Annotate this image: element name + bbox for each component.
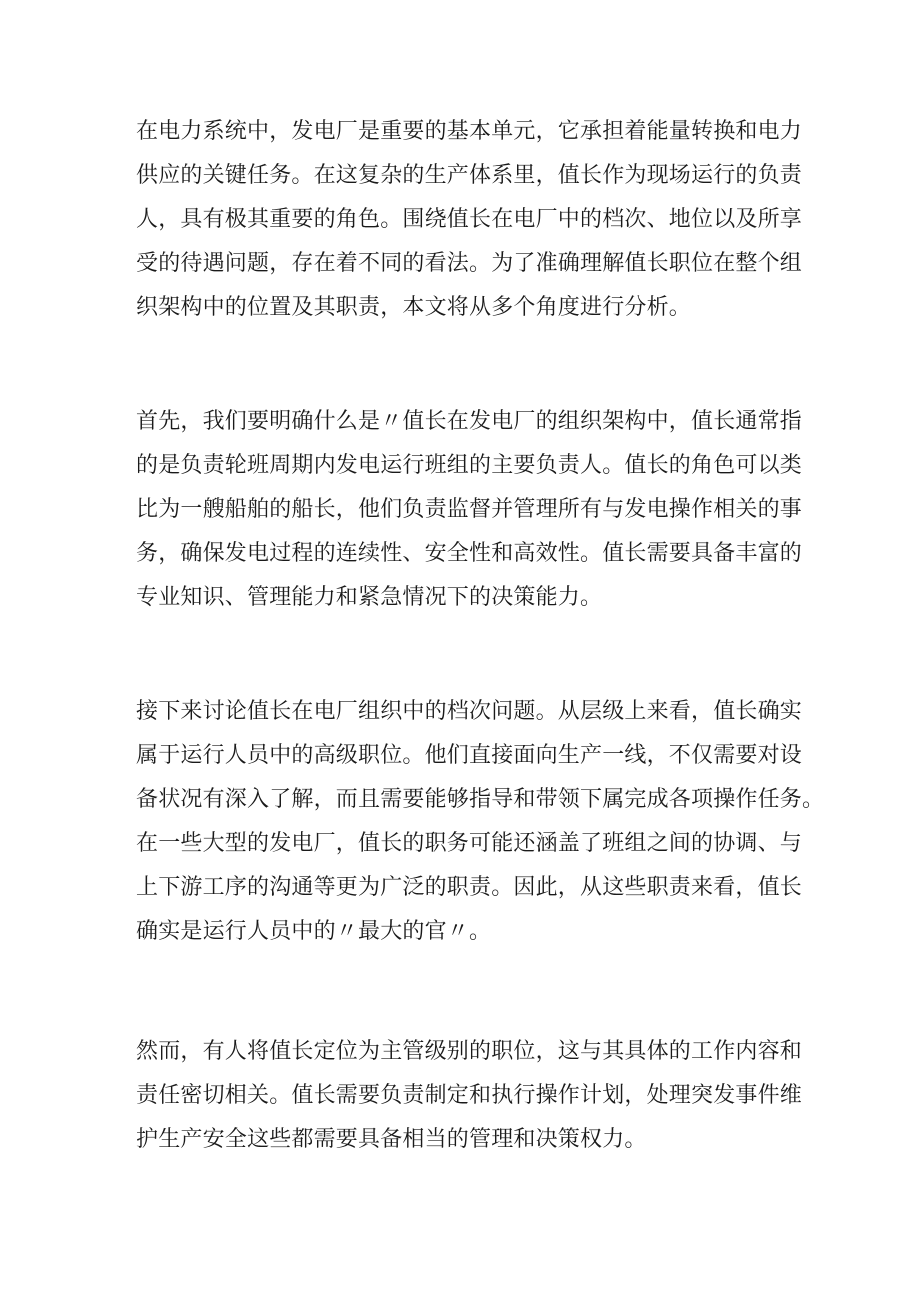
text-line: 属于运行人员中的高级职位。他们直接面向生产一线，不仅需要对设 — [136, 743, 803, 768]
text-line: 护生产安全这些都需要具备相当的管理和决策权力。 — [136, 1127, 647, 1152]
text-line: 首先，我们要明确什么是〃值长在发电厂的组织架构中，值长通常指 — [136, 409, 803, 434]
text-line: 专业知识、管理能力和紧急情况下的决策能力。 — [136, 585, 603, 610]
paragraph-definition — [136, 400, 803, 620]
paragraph-supervisor — [136, 1030, 803, 1162]
paragraph-rank — [136, 690, 825, 954]
text-line: 接下来讨论值长在电厂组织中的档次问题。从层级上来看，值长确实 — [136, 699, 803, 724]
text-line: 务，确保发电过程的连续性、安全性和高效性。值长需要具备丰富的 — [136, 541, 803, 566]
text-line: 受的待遇问题，存在着不同的看法。为了准确理解值长职位在整个组 — [136, 251, 803, 276]
text-line: 的是负责轮班周期内发电运行班组的主要负责人。值长的角色可以类 — [136, 453, 803, 478]
text-line: 备状况有深入了解，而且需要能够指导和带领下属完成各项操作任务。 — [136, 787, 825, 812]
text-line: 比为一艘船舶的船长，他们负责监督并管理所有与发电操作相关的事 — [136, 497, 803, 522]
text-line: 织架构中的位置及其职责，本文将从多个角度进行分析。 — [136, 295, 692, 320]
text-line: 在一些大型的发电厂，值长的职务可能还涵盖了班组之间的协调、与 — [136, 831, 803, 856]
text-line: 然而，有人将值长定位为主管级别的职位，这与其具体的工作内容和 — [136, 1039, 803, 1064]
paragraph-intro — [136, 110, 803, 330]
text-line: 供应的关键任务。在这复杂的生产体系里，值长作为现场运行的负责 — [136, 163, 803, 188]
text-line: 确实是运行人员中的〃最大的官〃。 — [136, 919, 492, 944]
text-line: 在电力系统中，发电厂是重要的基本单元，它承担着能量转换和电力 — [136, 119, 803, 144]
text-line: 上下游工序的沟通等更为广泛的职责。因此，从这些职责来看，值长 — [136, 875, 803, 900]
text-line: 责任密切相关。值长需要负责制定和执行操作计划，处理突发事件维 — [136, 1083, 803, 1108]
text-line: 人，具有极其重要的角色。围绕值长在电厂中的档次、地位以及所享 — [136, 207, 803, 232]
